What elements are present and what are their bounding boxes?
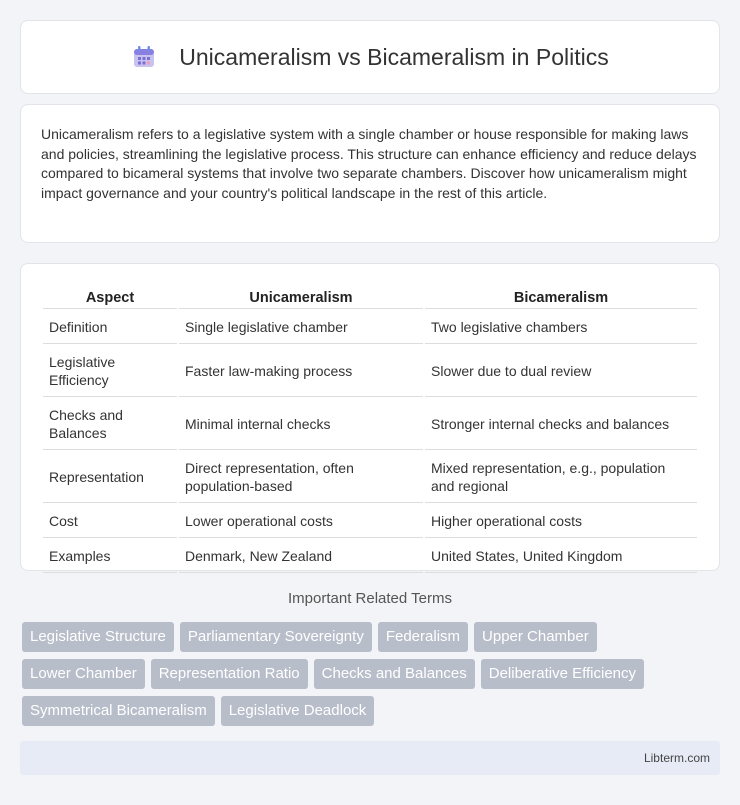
table-cell: Examples: [43, 540, 177, 573]
header-card: [20, 20, 720, 94]
table-cell: Slower due to dual review: [425, 346, 697, 397]
related-term-tag[interactable]: Upper Chamber: [474, 622, 597, 652]
table-cell: Minimal internal checks: [179, 399, 423, 450]
comparison-table-card: [20, 263, 720, 571]
table-cell: Faster law-making process: [179, 346, 423, 397]
comparison-table: [41, 284, 699, 575]
table-cell: Higher operational costs: [425, 505, 697, 538]
table-row: [43, 346, 697, 397]
intro-paragraph: Unicameralism refers to a legislative system with a single chamber or house responsible for making laws and policies, streamlining the legislative process. This structure can enhance efficiency and reduce delays compared to bicameral systems that involve two separate chambers. Discover how unicameralism might impact governance and your country's political landscape in the rest of this article.: [41, 126, 697, 201]
footer-site-link[interactable]: Libterm.com: [643, 751, 710, 765]
related-term-tag[interactable]: Symmetrical Bicameralism: [22, 696, 215, 726]
page-title: Unicameralism vs Bicameralism in Politics: [179, 43, 609, 70]
table-cell: Cost: [43, 505, 177, 538]
table-cell: United States, United Kingdom: [425, 540, 697, 573]
related-terms-list: [22, 622, 722, 733]
related-term-tag[interactable]: Legislative Structure: [22, 622, 174, 652]
table-cell: Mixed representation, e.g., population and regional: [425, 452, 697, 503]
table-cell: Direct representation, often population-based: [179, 452, 423, 503]
table-cell: Legislative Efficiency: [43, 346, 177, 397]
related-term-tag[interactable]: Checks and Balances: [314, 659, 475, 689]
footer: [20, 741, 720, 775]
table-cell: Lower operational costs: [179, 505, 423, 538]
table-cell: Stronger internal checks and balances: [425, 399, 697, 450]
table-row: [43, 452, 697, 503]
intro-card: [20, 104, 720, 243]
table-cell: Definition: [43, 311, 177, 344]
related-term-tag[interactable]: Deliberative Efficiency: [481, 659, 644, 689]
column-header-bicameralism: Bicameralism: [425, 286, 697, 309]
related-term-tag[interactable]: Lower Chamber: [22, 659, 145, 689]
table-row: [43, 311, 697, 344]
column-header-unicameralism: Unicameralism: [179, 286, 423, 309]
table-cell: Single legislative chamber: [179, 311, 423, 344]
related-term-tag[interactable]: Legislative Deadlock: [221, 696, 375, 726]
related-term-tag[interactable]: Representation Ratio: [151, 659, 308, 689]
table-row: [43, 505, 697, 538]
related-terms-title: Important Related Terms: [288, 590, 452, 607]
table-row: [43, 540, 697, 573]
related-term-tag[interactable]: Parliamentary Sovereignty: [180, 622, 372, 652]
table-cell: Denmark, New Zealand: [179, 540, 423, 573]
table-cell: Checks and Balances: [43, 399, 177, 450]
table-cell: Representation: [43, 452, 177, 503]
table-cell: Two legislative chambers: [425, 311, 697, 344]
related-term-tag[interactable]: Federalism: [378, 622, 468, 652]
column-header-aspect: Aspect: [43, 286, 177, 309]
calendar-icon: [131, 44, 157, 70]
table-header-row: [43, 286, 697, 309]
table-row: [43, 399, 697, 450]
